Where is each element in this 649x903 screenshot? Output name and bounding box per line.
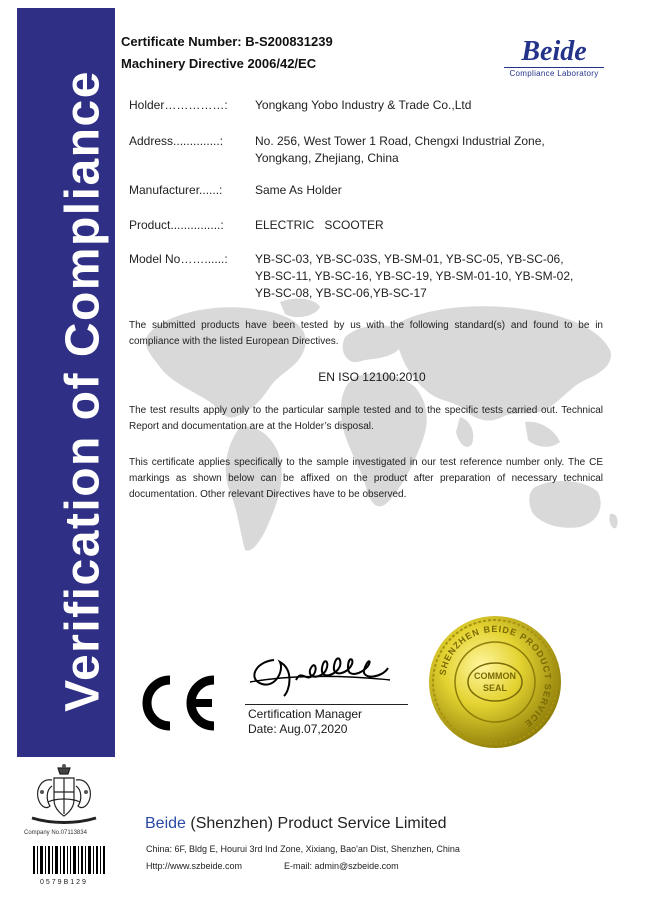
company-name-rest: (Shenzhen) Product Service Limited <box>185 815 447 832</box>
compliance-paragraph: The submitted products have been tested by us with the following standard(s) and found to be in compliance with the listed European Directives. <box>129 320 603 347</box>
manufacturer-value: Same As Holder <box>255 183 342 197</box>
address-line-2: Yongkang, Zhejiang, China <box>255 151 399 165</box>
logo-name: Beide <box>521 36 587 67</box>
royal-crest-icon <box>22 760 106 830</box>
signatory-block <box>248 707 362 737</box>
address-label: Address..............: <box>129 134 224 148</box>
company-number: Company No.07113834 <box>24 830 87 836</box>
company-website[interactable]: Http://www.szbeide.com <box>146 861 243 871</box>
common-seal <box>425 612 565 752</box>
test-results-paragraph: The test results apply only to the particular sample tested and to the specific tests carried out. Technical Report and documentation are at the Holder’s disposal. <box>129 405 603 432</box>
signature-line <box>245 704 408 705</box>
standard-reference: EN ISO 12100:2010 <box>318 370 426 384</box>
address-line-1: No. 256, West Tower 1 Road, Chengxi Industrial Zone, <box>255 134 545 148</box>
barcode <box>33 846 105 874</box>
ce-marking-paragraph: This certificate applies specifically to the sample investigated in our test reference number only. The CE markings as shown below can be affixed on the product after preparation of necessary technical documentation. Other relevant Directives have to be observed. <box>129 457 603 500</box>
model-line-2: YB-SC-11, YB-SC-16, YB-SC-19, YB-SM-01-10, YB-SM-02, <box>255 269 574 283</box>
logo-subtitle: Compliance Laboratory <box>504 67 604 78</box>
signatory-title: Certification Manager <box>248 707 363 721</box>
ce-mark-icon <box>136 672 220 734</box>
barcode-number: 0579B129 <box>40 879 88 886</box>
manufacturer-label: Manufacturer......: <box>129 183 223 197</box>
directive-title: Machinery Directive 2006/42/EC <box>121 56 317 71</box>
beide-logo <box>498 38 610 78</box>
manager-signature <box>244 640 394 702</box>
model-line-1: YB-SC-03, YB-SC-03S, YB-SM-01, YB-SC-05, YB-SC-06, <box>255 252 564 266</box>
model-line-3: YB-SC-08, YB-SC-06,YB-SC-17 <box>255 286 427 300</box>
company-address: China: 6F, Bldg E, Hourui 3rd Ind Zone, Xixiang, Bao'an Dist, Shenzhen, China <box>146 844 460 854</box>
holder-value: Yongkang Yobo Industry & Trade Co.,Ltd <box>255 98 472 112</box>
model-label: Model No……......: <box>129 252 228 266</box>
product-value: ELECTRIC SCOOTER <box>255 218 384 232</box>
company-email[interactable]: E-mail: admin@szbeide.com <box>284 861 399 871</box>
company-brand: Beide <box>145 815 186 832</box>
sidebar-title: Verification of Compliance <box>56 70 110 712</box>
seal-center-line-1: COMMON <box>474 671 516 681</box>
company-name <box>145 815 447 833</box>
holder-label: Holder……………: <box>129 98 228 112</box>
certificate-number: Certificate Number: B-S200831239 <box>121 34 333 49</box>
seal-center-line-2: SEAL <box>482 683 508 693</box>
certificate-date: Date: Aug.07,2020 <box>248 722 348 736</box>
product-label: Product...............: <box>129 218 224 232</box>
seal-outer-text: SHENZHEN BEIDE PRODUCT SERVICE <box>437 623 554 730</box>
